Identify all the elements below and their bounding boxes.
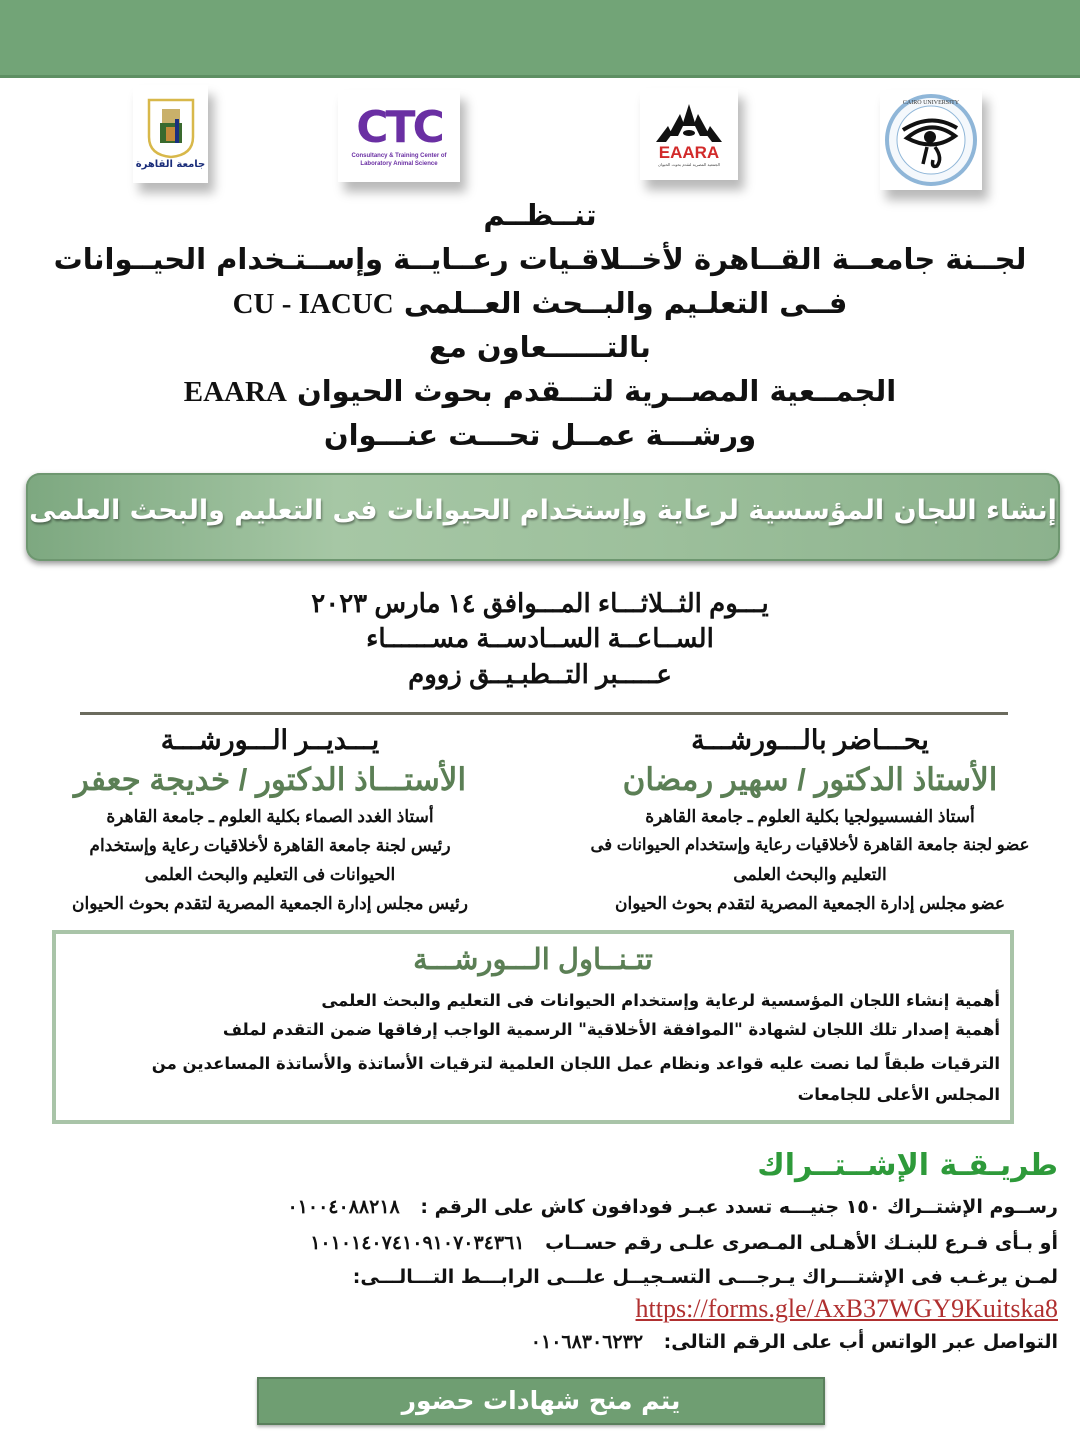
speaker-heading: يحـــاضر بالـــورشـــة <box>691 725 929 755</box>
workshop-time: الســاعــة الســادســة مســــــاء <box>366 623 714 653</box>
whatsapp-text: التواصل عبر الواتس أب على الرقم التالى: <box>663 1331 1058 1353</box>
eaara-logo <box>640 88 738 180</box>
whatsapp-number: ٠١٠٦٨٣٠٦٢٣٢ <box>530 1332 644 1353</box>
eaara-logo-subtitle: الجمعية المصرية لتقدم بحوث الحيوان <box>658 161 720 167</box>
iacuc-logo-text: CAIRO UNIVERSITY <box>902 100 960 106</box>
section-divider <box>80 712 1008 715</box>
topic-line: أهمية إنشاء اللجان المؤسسية لرعاية وإستخدام الحيوانات فى التعليم والبحث العلمى <box>321 991 1000 1010</box>
committee-line-2-ar: فــى التعلـيم والبــحث العــلمى <box>403 286 848 320</box>
ctc-logo-mark: CTC <box>356 102 442 153</box>
ctc-logo <box>338 90 460 182</box>
topic-line: أهمية إصدار تلك اللجان لشهادة "الموافقة الأخلاقية" الرسمية الواجب إرفاقها ضمن التقدم لملف <box>222 1020 1000 1039</box>
speaker-detail: التعليم والبحث العلمى <box>733 865 887 884</box>
certificates-banner <box>257 1377 825 1425</box>
moderator-section <box>0 722 540 918</box>
topics-list <box>60 989 1000 1109</box>
moderator-name: الأستـــاذ الدكتور / خديجة جعفر <box>73 762 467 797</box>
ctc-logo-subtitle-2: Laboratory Animal Science <box>360 161 438 167</box>
eaara-logo-mark: EAARA <box>658 142 720 162</box>
top-banner-bar <box>0 0 1080 78</box>
eaara-label: EAARA <box>183 376 287 408</box>
moderator-detail: الحيوانات فى التعليم والبحث العلمى <box>144 865 396 884</box>
committee-line: لجــنة جامعــة القــاهرة لأخــلاقـيات رعــايــة وإســتـخدام الحيــوانات <box>53 242 1027 276</box>
cooperation-line: بالتــــــعاون مع <box>429 330 651 364</box>
topics-heading: تتـنــاول الـــورشـــة <box>413 944 653 976</box>
bank-text: أو بـأى فـرع للبنـك الأهـلى المـصرى علـى رقم حســاب <box>545 1232 1058 1254</box>
speaker-detail: أستاذ الفسسيولجيا بكلية العلوم ـ جامعة القاهرة <box>645 807 975 826</box>
speaker-detail: عضو لجنة جامعة القاهرة لأخلاقيات رعاية وإستخدام الحيوانات فى <box>590 836 1030 854</box>
workshop-title: إنشاء اللجان المؤسسية لرعاية وإستخدام الحيوانات فى التعليم والبحث العلمى <box>29 495 1057 526</box>
speaker-section <box>540 722 1080 918</box>
cairo-university-emblem-icon <box>146 97 196 159</box>
eaara-line <box>0 369 1080 414</box>
workshop-platform: عـــــبر التــطبـيــق زووم <box>408 659 672 689</box>
iacuc-logo <box>880 90 982 190</box>
bank-account-number: ١٠١٠١٤٠٧٤١٠٩١٠٧٠٣٤٣٦١ <box>310 1233 525 1254</box>
ctc-logo-subtitle-1: Consultancy & Training Center of <box>351 153 447 159</box>
topic-line: المجلس الأعلى للجامعات <box>797 1085 1000 1104</box>
cairo-university-logo-text: جامعة القاهرة <box>135 159 206 170</box>
moderator-detail: رئيس مجلس إدارة الجمعية المصرية لتقدم بحوث الحيوان <box>71 894 468 913</box>
vodafone-cash-number: ٠١٠٠٤٠٨٨٢١٨ <box>287 1197 400 1218</box>
fee-text: رســوم الإشتــراك ١٥٠ جنيـــه تسدد عبـر فودافون كاش على الرقم : <box>420 1196 1058 1218</box>
registration-link[interactable]: https://forms.gle/AxB37WGY9Kuitska8 <box>635 1294 1058 1323</box>
eye-of-horus-icon <box>883 92 979 188</box>
committee-line-2 <box>0 281 1080 326</box>
workshop-date: يـــوم الثــلاثـــاء المـــوافق ١٤ مارس ٢٠٢٣ <box>311 588 769 618</box>
bank-line <box>310 1232 1058 1255</box>
workshop-title-intro: ورشـــة عمــل تحـــت عنـــوان <box>323 418 757 452</box>
eaara-line-ar: الجمــعية المصــرية لتـــقدم بحوث الحيوان <box>296 374 897 408</box>
register-text: لمـن يرغـب فى الإشتـــراك يـرجـــى التسـجيــل علـــى الرابـــط التـــالـــى: <box>352 1266 1058 1288</box>
moderator-detail: أستاذ الغدد الصماء بكلية العلوم ـ جامعة القاهرة <box>106 807 434 826</box>
fee-line <box>287 1196 1058 1219</box>
cu-iacuc-label: CU - IACUC <box>232 288 394 320</box>
speaker-detail: عضو مجلس إدارة الجمعية المصرية لتقدم بحوث الحيوان <box>615 894 1005 913</box>
subscription-heading: طريـقـة الإشــتــراك <box>757 1148 1058 1183</box>
eaara-pyramid-icon <box>654 102 724 144</box>
topic-line: الترقيات طبقاً لما نصت عليه قواعد ونظام عمل اللجان العلمية لترقيات الأساتذة والأساتذة المساعدين من <box>151 1054 1000 1073</box>
certificates-text: يتم منح شهادات حضور <box>401 1386 681 1415</box>
cairo-university-logo <box>133 85 208 183</box>
speaker-name: الأستاذ الدكتور / سهير رمضان <box>622 762 998 797</box>
whatsapp-line <box>531 1331 1058 1354</box>
workshop-title-banner <box>26 473 1060 561</box>
topics-box <box>52 930 1014 1124</box>
moderator-heading: يـــديــر الـــورشـــة <box>160 725 380 755</box>
moderator-detail: رئيس لجنة جامعة القاهرة لأخلاقيات رعاية وإستخدام <box>89 836 451 855</box>
organizes-heading: تنــظــم <box>483 198 597 232</box>
